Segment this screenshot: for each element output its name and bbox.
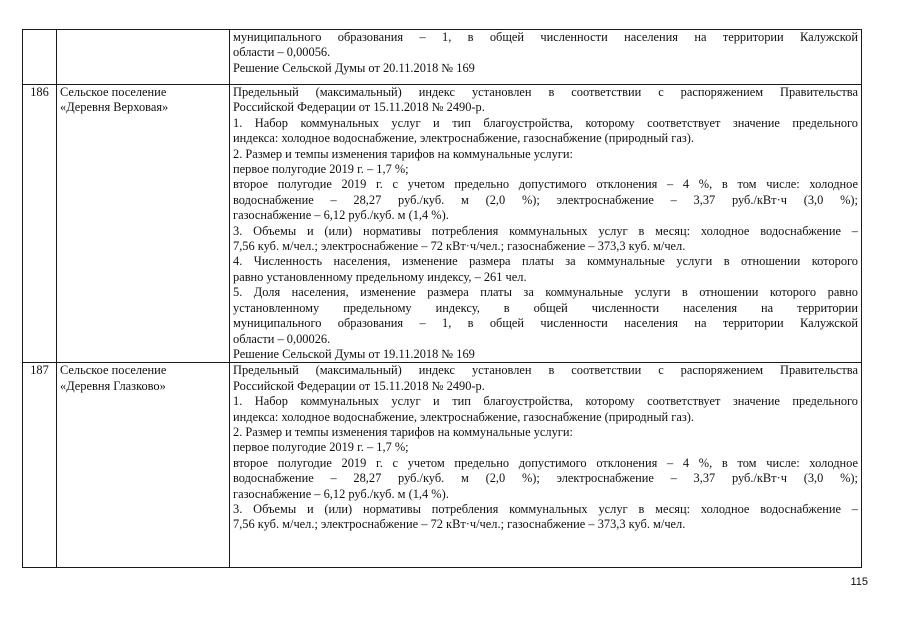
text-line: 7,56 куб. м/чел.; электроснабжение – 72 кВт·ч/чел.; газоснабжение – 373,3 куб. м/чел. <box>233 517 686 532</box>
description-cell <box>230 85 862 363</box>
settlement-cell <box>57 30 230 85</box>
text-line: Предельный (максимальный) индекс установлен в соответствии с распоряжением Правительства <box>233 363 858 378</box>
text-line: водоснабжение – 28,27 руб./куб. м (2,0 %); электроснабжение – 3,37 руб./кВт·ч (3,0 %); <box>233 471 858 486</box>
text-line: области – 0,00026. <box>233 331 331 346</box>
row-number-cell <box>23 363 57 568</box>
table-row <box>23 30 862 85</box>
text-line: области – 0,00056. <box>233 45 331 60</box>
text-line: водоснабжение – 28,27 руб./куб. м (2,0 %); электроснабжение – 3,37 руб./кВт·ч (3,0 %); <box>233 192 858 207</box>
text-line: установленному предельному индексу, в общей численности населения на территории <box>233 300 858 315</box>
tariff-index-table <box>22 29 862 568</box>
text-line: муниципального образования – 1, в общей численности населения на территории Калужской <box>233 30 858 44</box>
row-number-cell <box>23 30 57 85</box>
text-line: 3. Объемы и (или) нормативы потребления коммунальных услуг в месяц: холодное водоснабжение – <box>233 501 858 516</box>
table-row <box>23 363 862 568</box>
text-line: Российской Федерации от 15.11.2018 № 2490-р. <box>233 100 485 115</box>
text-line: газоснабжение – 6,12 руб./куб. м (1,4 %). <box>233 486 449 501</box>
row-number: 186 <box>30 85 49 99</box>
text-line: 2. Размер и темпы изменения тарифов на коммунальные услуги: <box>233 424 573 439</box>
text-line: второе полугодие 2019 г. с учетом предельно допустимого отклонения – 4 %, в том числе: холодное <box>233 455 858 470</box>
description-cell <box>230 30 862 85</box>
text-line: 4. Численность населения, изменение размера платы за коммунальные услуги в отношении которого <box>233 254 858 269</box>
text-line: Российской Федерации от 15.11.2018 № 2490-р. <box>233 378 485 393</box>
text-line: второе полугодие 2019 г. с учетом предельно допустимого отклонения – 4 %, в том числе: холодное <box>233 177 858 192</box>
text-line: 7,56 куб. м/чел.; электроснабжение – 72 кВт·ч/чел.; газоснабжение – 373,3 куб. м/чел. <box>233 239 686 254</box>
settlement-name: «Деревня Верховая» <box>60 100 169 115</box>
decision-line: Решение Сельской Думы от 19.11.2018 № 169 <box>233 346 475 361</box>
text-line: Предельный (максимальный) индекс установлен в соответствии с распоряжением Правительства <box>233 85 858 99</box>
text-line: 2. Размер и темпы изменения тарифов на коммунальные услуги: <box>233 146 573 161</box>
table-row <box>23 85 862 363</box>
text-line: первое полугодие 2019 г. – 1,7 %; <box>233 440 409 455</box>
text-line: первое полугодие 2019 г. – 1,7 %; <box>233 162 409 177</box>
text-line: равно установленному предельному индексу, – 261 чел. <box>233 269 527 284</box>
row-number-cell <box>23 85 57 363</box>
text-line: индекса: холодное водоснабжение, электроснабжение, газоснабжение (природный газ). <box>233 131 694 146</box>
text-line: индекса: холодное водоснабжение, электроснабжение, газоснабжение (природный газ). <box>233 409 694 424</box>
text-line: 5. Доля населения, изменение размера платы за коммунальные услуги в отношении которого равно <box>233 285 858 300</box>
settlement-type: Сельское поселение <box>60 85 167 99</box>
settlement-cell <box>57 363 230 568</box>
text-line: 3. Объемы и (или) нормативы потребления коммунальных услуг в месяц: холодное водоснабжение – <box>233 223 858 238</box>
settlement-name: «Деревня Глазково» <box>60 378 166 393</box>
text-line: газоснабжение – 6,12 руб./куб. м (1,4 %). <box>233 208 449 223</box>
text-line: 1. Набор коммунальных услуг и тип благоустройства, которому соответствует значение предельного <box>233 115 858 130</box>
settlement-type: Сельское поселение <box>60 363 167 378</box>
page-number: 115 <box>850 576 868 588</box>
row-number: 187 <box>30 363 49 378</box>
description-cell <box>230 363 862 568</box>
text-line: 1. Набор коммунальных услуг и тип благоустройства, которому соответствует значение предельного <box>233 394 858 409</box>
settlement-cell <box>57 85 230 363</box>
text-line: муниципального образования – 1, в общей численности населения на территории Калужской <box>233 316 858 331</box>
decision-line: Решение Сельской Думы от 20.11.2018 № 169 <box>233 60 475 75</box>
